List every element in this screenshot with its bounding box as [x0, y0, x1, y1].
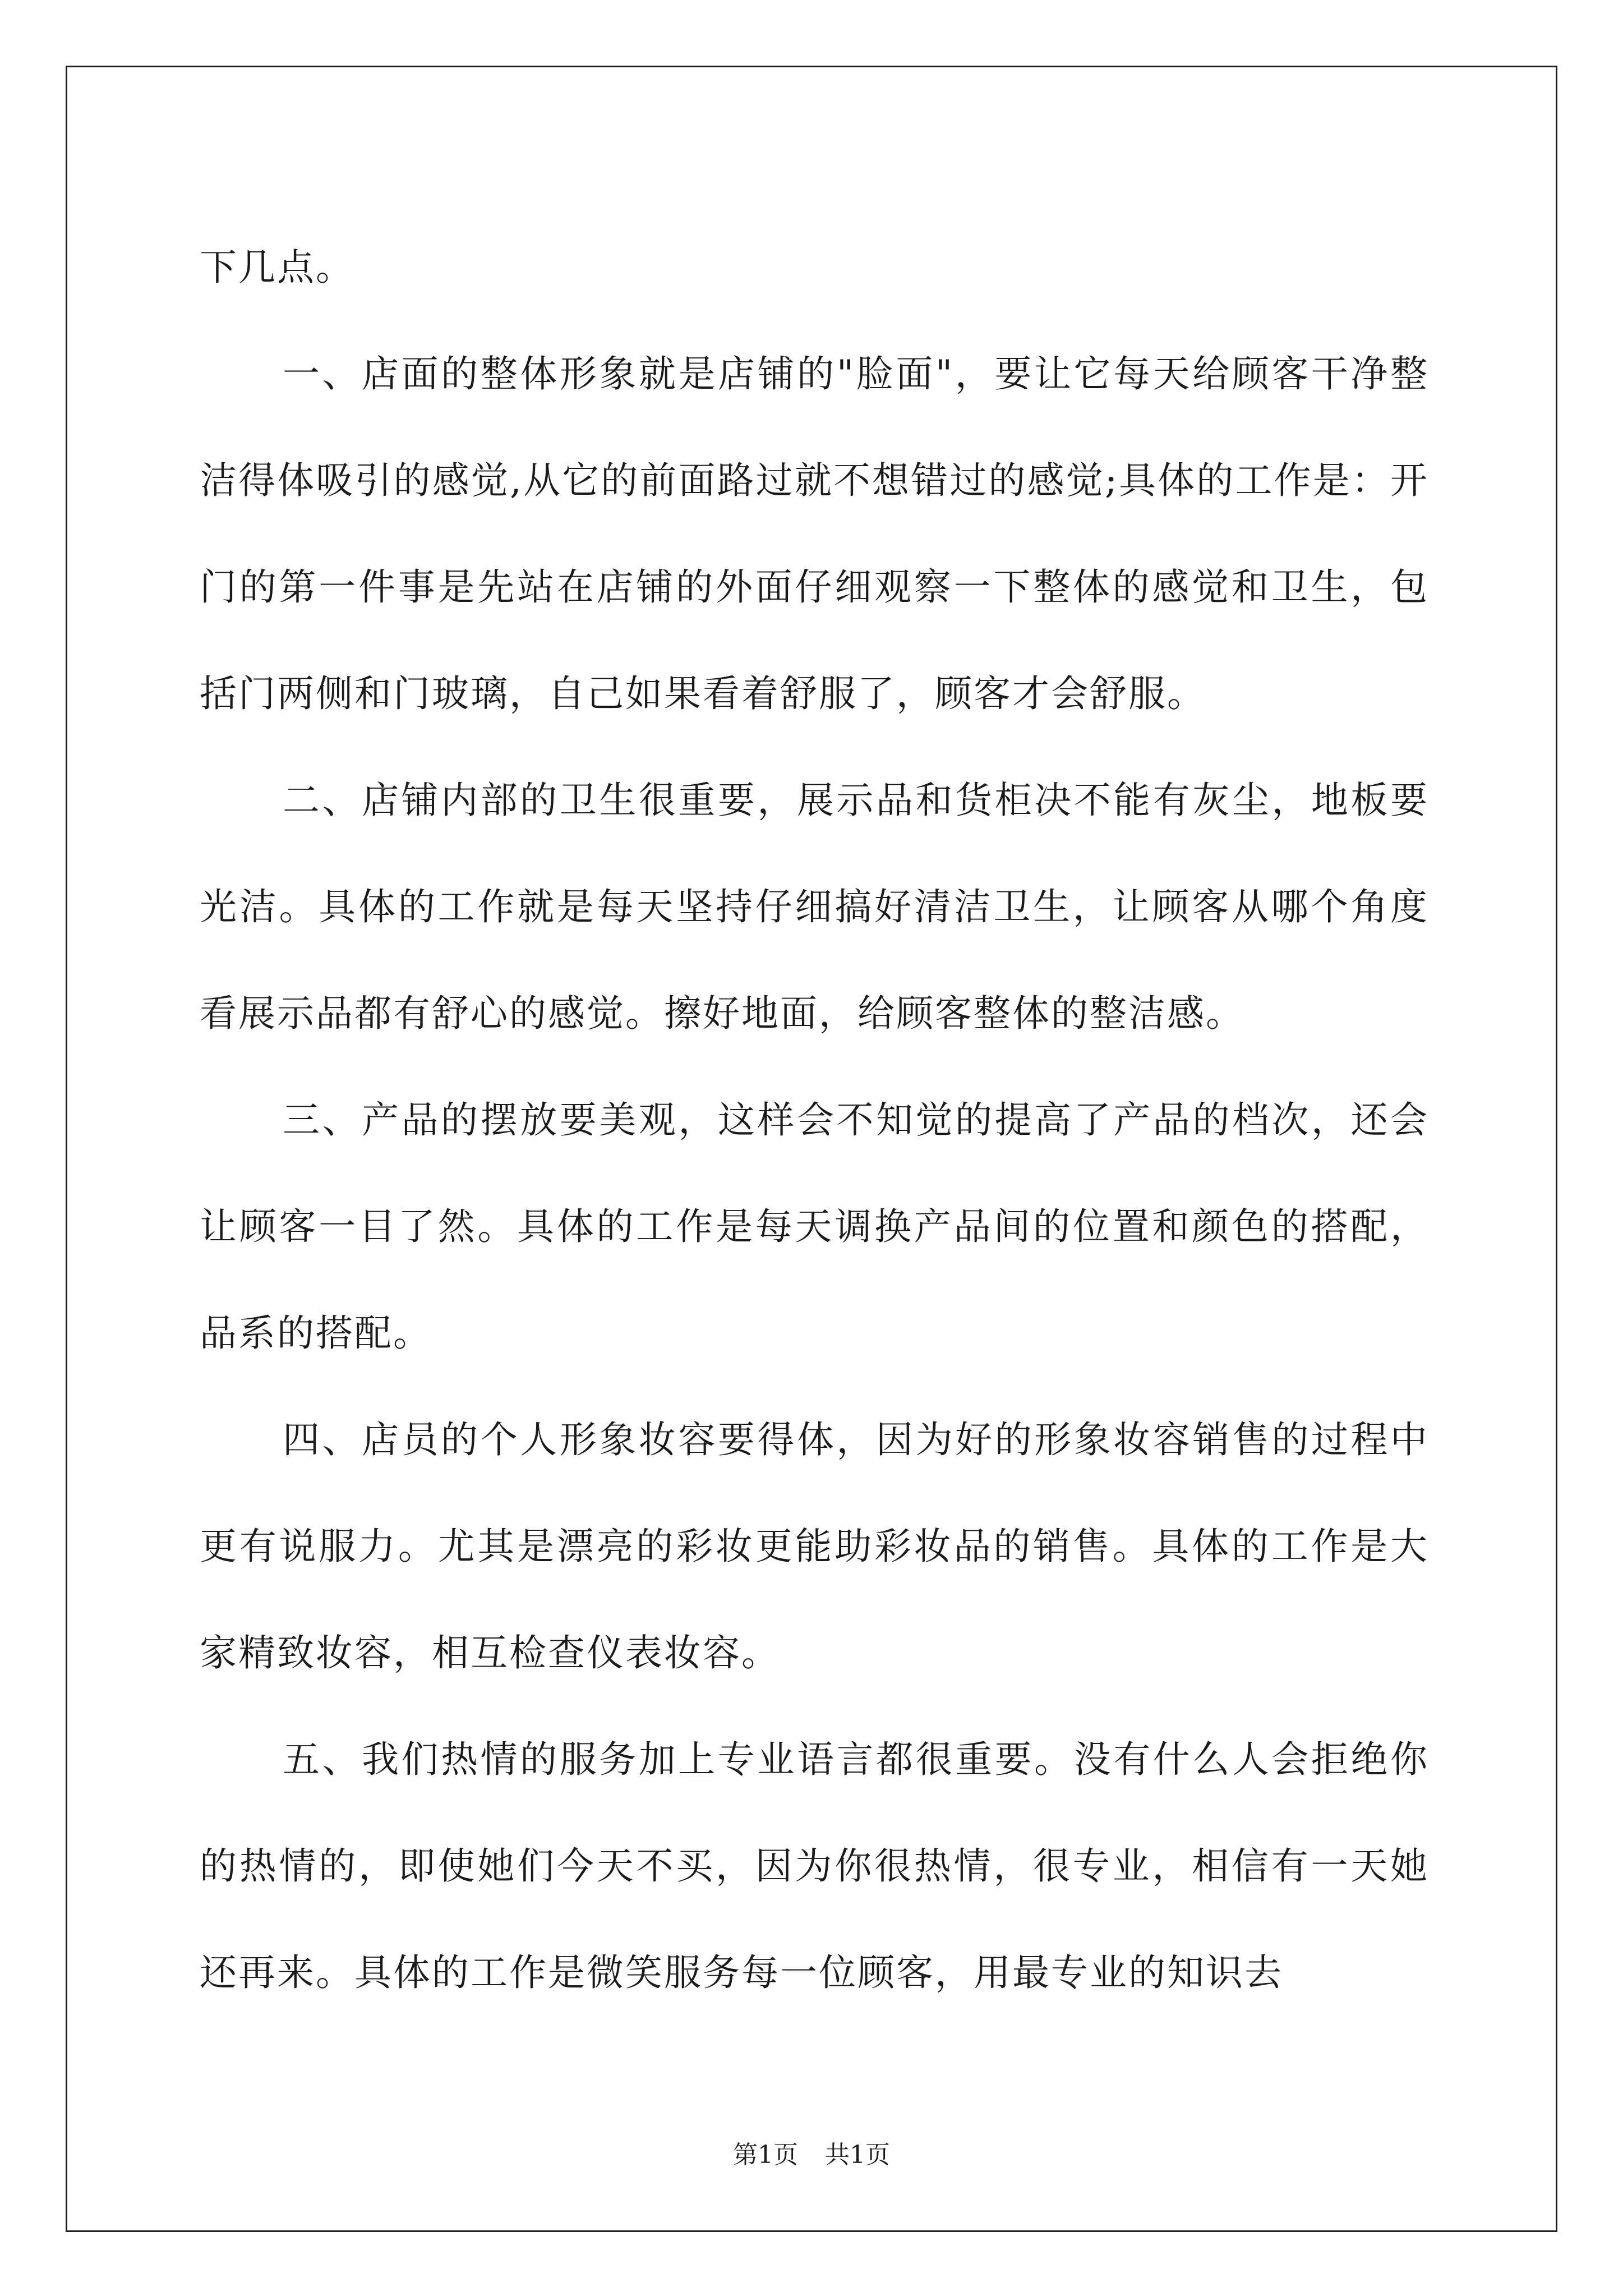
- paragraph-2: 二、店铺内部的卫生很重要，展示品和货柜决不能有灰尘，地板要光洁。具体的工作就是每天坚持仔细搞好清洁卫生，让顾客从哪个角度看展示品都有舒心的感觉。擦好地面，给顾客整体的整洁感。: [200, 779, 1429, 1035]
- page-total: 共1页: [825, 2141, 890, 2169]
- document-body: [200, 214, 1429, 2026]
- paragraph-5: 五、我们热情的服务加上专业语言都很重要。没有什么人会拒绝你的热情的，即使她们今天不买，因为你很热情，很专业，相信有一天她还再来。具体的工作是微笑服务每一位顾客，用最专业的知识去: [200, 1738, 1429, 1994]
- paragraph-3: 三、产品的摆放要美观，这样会不知觉的提高了产品的档次，还会让顾客一目了然。具体的工作是每天调换产品间的位置和颜色的搭配，品系的搭配。: [200, 1098, 1429, 1355]
- paragraph-1: 一、店面的整体形象就是店铺的"脸面"，要让它每天给顾客干净整洁得体吸引的感觉,从它的前面路过就不想错过的感觉;具体的工作是：开门的第一件事是先站在店铺的外面仔细观察一下整体的感觉和卫生，包括门两侧和门玻璃，自己如果看着舒服了，顾客才会舒服。: [200, 352, 1429, 715]
- paragraph-continuation: 下几点。: [200, 246, 354, 289]
- page-number: 第1页: [733, 2141, 798, 2169]
- page-footer: [0, 2134, 1623, 2170]
- paragraph-4: 四、店员的个人形象妆容要得体，因为好的形象妆容销售的过程中更有说服力。尤其是漂亮的彩妆更能助彩妆品的销售。具体的工作是大家精致妆容，相互检查仪表妆容。: [200, 1418, 1429, 1674]
